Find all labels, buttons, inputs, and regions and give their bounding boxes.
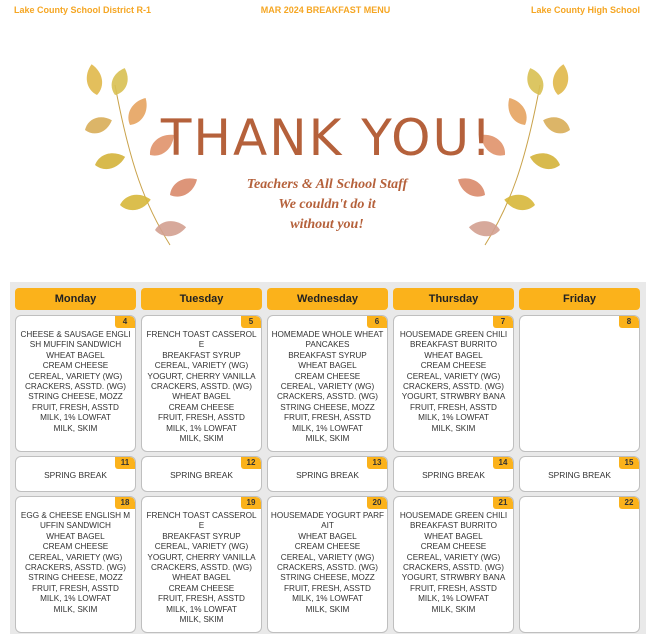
- menu-item: CREAM CHEESE: [420, 361, 487, 371]
- menu-item: MILK, SKIM: [179, 615, 224, 625]
- menu-item: MILK, 1% LOWFAT: [40, 594, 111, 604]
- menu-item: WHEAT BAGEL: [298, 531, 357, 541]
- menu-item: BREAKFAST SYRUP: [288, 350, 367, 360]
- menu-item-list: [396, 511, 511, 615]
- menu-item: HOUSEMADE GREEN CHILI BREAKFAST BURRITO: [399, 511, 508, 531]
- menu-item-list: [144, 511, 259, 625]
- spring-break-label: SPRING BREAK: [422, 470, 485, 480]
- day-header-wednesday: Wednesday: [267, 288, 388, 310]
- spring-break-label: SPRING BREAK: [548, 470, 611, 480]
- spring-break-label: SPRING BREAK: [170, 470, 233, 480]
- calendar-day-cell: [519, 315, 640, 452]
- menu-item-list: [396, 330, 511, 434]
- menu-item: WHEAT BAGEL: [424, 350, 483, 360]
- day-number: 7: [493, 316, 513, 328]
- day-number: 18: [115, 497, 135, 509]
- day-number: 11: [115, 457, 135, 469]
- menu-item: MILK, 1% LOWFAT: [40, 413, 111, 423]
- menu-item: CEREAL, VARIETY (WG): [28, 552, 123, 562]
- day-header-friday: Friday: [519, 288, 640, 310]
- calendar-day-cell: [393, 496, 514, 633]
- page-header: [0, 5, 651, 19]
- calendar-grid: [10, 282, 646, 634]
- menu-item-list: [270, 511, 385, 615]
- calendar-day-cell: [141, 496, 262, 633]
- menu-item: BREAKFAST SYRUP: [162, 350, 241, 360]
- menu-item-list: [18, 330, 133, 434]
- menu-item: CRACKERS, ASSTD. (WG): [25, 563, 126, 573]
- menu-item: FRUIT, FRESH, ASSTD: [410, 402, 497, 412]
- menu-item: FRENCH TOAST CASSEROLE: [146, 511, 257, 531]
- spring-break-label: SPRING BREAK: [44, 470, 107, 480]
- menu-item: YOGURT, CHERRY VANILLA: [147, 371, 256, 381]
- menu-item: CRACKERS, ASSTD. (WG): [151, 382, 252, 392]
- day-number: 21: [493, 497, 513, 509]
- menu-item: CEREAL, VARIETY (WG): [406, 371, 501, 381]
- banner-headline: THANK YOU!: [160, 109, 494, 167]
- menu-item: YOGURT, STRWBRY BANA: [401, 392, 506, 402]
- menu-item: CREAM CHEESE: [42, 542, 109, 552]
- menu-item: CREAM CHEESE: [42, 361, 109, 371]
- menu-item: FRUIT, FRESH, ASSTD: [158, 594, 245, 604]
- menu-item: FRUIT, FRESH, ASSTD: [32, 402, 119, 412]
- menu-item: CHEESE & SAUSAGE ENGLISH MUFFIN SANDWICH: [20, 330, 131, 350]
- day-number: 14: [493, 457, 513, 469]
- menu-item-list: [18, 511, 133, 615]
- menu-item: CEREAL, VARIETY (WG): [28, 371, 123, 381]
- menu-item: BREAKFAST SYRUP: [162, 531, 241, 541]
- day-number: 20: [367, 497, 387, 509]
- menu-item: FRUIT, FRESH, ASSTD: [284, 413, 371, 423]
- menu-item: HOUSEMADE GREEN CHILI BREAKFAST BURRITO: [399, 330, 508, 350]
- day-number: 5: [241, 316, 261, 328]
- calendar-day-cell: [393, 456, 514, 492]
- school-name: Lake County High School: [530, 5, 640, 15]
- menu-item: HOUSEMADE YOGURT PARFAIT: [270, 511, 385, 531]
- menu-item: MILK, SKIM: [53, 423, 98, 433]
- menu-item: CEREAL, VARIETY (WG): [280, 382, 375, 392]
- day-number: 13: [367, 457, 387, 469]
- menu-item: CRACKERS, ASSTD. (WG): [277, 563, 378, 573]
- menu-item: WHEAT BAGEL: [172, 392, 231, 402]
- calendar-day-cell: [15, 496, 136, 633]
- day-header-thursday: Thursday: [393, 288, 514, 310]
- day-header-tuesday: Tuesday: [141, 288, 262, 310]
- menu-item: MILK, 1% LOWFAT: [292, 423, 363, 433]
- menu-item: MILK, 1% LOWFAT: [418, 594, 489, 604]
- menu-item: CREAM CHEESE: [168, 402, 235, 412]
- menu-item: MILK, 1% LOWFAT: [166, 604, 237, 614]
- menu-item: CRACKERS, ASSTD. (WG): [151, 563, 252, 573]
- menu-item: CRACKERS, ASSTD. (WG): [277, 392, 378, 402]
- day-number: 6: [367, 316, 387, 328]
- menu-item: CEREAL, VARIETY (WG): [154, 542, 249, 552]
- day-number: 19: [241, 497, 261, 509]
- banner-line1: Teachers & All School Staff: [246, 177, 408, 192]
- day-number: 15: [619, 457, 639, 469]
- menu-item: MILK, SKIM: [179, 434, 224, 444]
- menu-item: CEREAL, VARIETY (WG): [154, 361, 249, 371]
- thank-you-banner: [75, 55, 580, 255]
- menu-item: HOMEMADE WHOLE WHEAT PANCAKES: [271, 330, 384, 350]
- menu-item: YOGURT, CHERRY VANILLA: [147, 552, 256, 562]
- menu-item: STRING CHEESE, MOZZ: [28, 392, 123, 402]
- menu-item: CRACKERS, ASSTD. (WG): [403, 563, 504, 573]
- district-name: Lake County School District R-1: [14, 5, 152, 15]
- menu-item: WHEAT BAGEL: [172, 573, 231, 583]
- menu-item: FRUIT, FRESH, ASSTD: [158, 413, 245, 423]
- menu-item: MILK, 1% LOWFAT: [292, 594, 363, 604]
- menu-item: CREAM CHEESE: [168, 583, 235, 593]
- menu-item: CEREAL, VARIETY (WG): [280, 552, 375, 562]
- day-number: 4: [115, 316, 135, 328]
- menu-item: STRING CHEESE, MOZZ: [28, 573, 123, 583]
- calendar-day-cell: [141, 315, 262, 452]
- menu-item-list: [144, 330, 259, 444]
- menu-item: FRUIT, FRESH, ASSTD: [32, 583, 119, 593]
- menu-item: WHEAT BAGEL: [298, 361, 357, 371]
- menu-item: STRING CHEESE, MOZZ: [280, 573, 375, 583]
- menu-item: MILK, SKIM: [305, 604, 350, 614]
- menu-item: CREAM CHEESE: [294, 371, 361, 381]
- calendar-day-cell: [519, 456, 640, 492]
- menu-item: FRUIT, FRESH, ASSTD: [410, 583, 497, 593]
- menu-item: CRACKERS, ASSTD. (WG): [403, 382, 504, 392]
- menu-item: MILK, SKIM: [431, 423, 476, 433]
- calendar-day-cell: [15, 456, 136, 492]
- calendar-day-cell: [141, 456, 262, 492]
- menu-item: MILK, 1% LOWFAT: [166, 423, 237, 433]
- calendar-day-cell: [15, 315, 136, 452]
- calendar-day-cell: [393, 315, 514, 452]
- spring-break-label: SPRING BREAK: [296, 470, 359, 480]
- banner-line2: We couldn't do it: [278, 197, 376, 212]
- menu-item: EGG & CHEESE ENGLISH MUFFIN SANDWICH: [20, 511, 131, 531]
- menu-item: CREAM CHEESE: [420, 542, 487, 552]
- menu-item-list: [270, 330, 385, 444]
- menu-item: YOGURT, STRWBRY BANA: [401, 573, 506, 583]
- calendar-day-cell: [519, 496, 640, 633]
- menu-item: MILK, SKIM: [53, 604, 98, 614]
- menu-item: STRING CHEESE, MOZZ: [280, 402, 375, 412]
- menu-item: CEREAL, VARIETY (WG): [406, 552, 501, 562]
- menu-item: CRACKERS, ASSTD. (WG): [25, 382, 126, 392]
- menu-item: FRENCH TOAST CASSEROLE: [146, 330, 257, 350]
- menu-item: MILK, SKIM: [431, 604, 476, 614]
- banner-line3: without you!: [290, 217, 364, 232]
- calendar-day-cell: [267, 315, 388, 452]
- menu-item: MILK, SKIM: [305, 434, 350, 444]
- day-number: 12: [241, 457, 261, 469]
- menu-item: WHEAT BAGEL: [46, 350, 105, 360]
- menu-item: WHEAT BAGEL: [46, 531, 105, 541]
- day-number: 8: [619, 316, 639, 328]
- menu-item: MILK, 1% LOWFAT: [418, 413, 489, 423]
- calendar-day-cell: [267, 496, 388, 633]
- menu-title: MAR 2024 BREAKFAST MENU: [260, 5, 391, 15]
- menu-item: WHEAT BAGEL: [424, 531, 483, 541]
- day-number: 22: [619, 497, 639, 509]
- menu-item: FRUIT, FRESH, ASSTD: [284, 583, 371, 593]
- menu-item: CREAM CHEESE: [294, 542, 361, 552]
- calendar-day-cell: [267, 456, 388, 492]
- day-header-monday: Monday: [15, 288, 136, 310]
